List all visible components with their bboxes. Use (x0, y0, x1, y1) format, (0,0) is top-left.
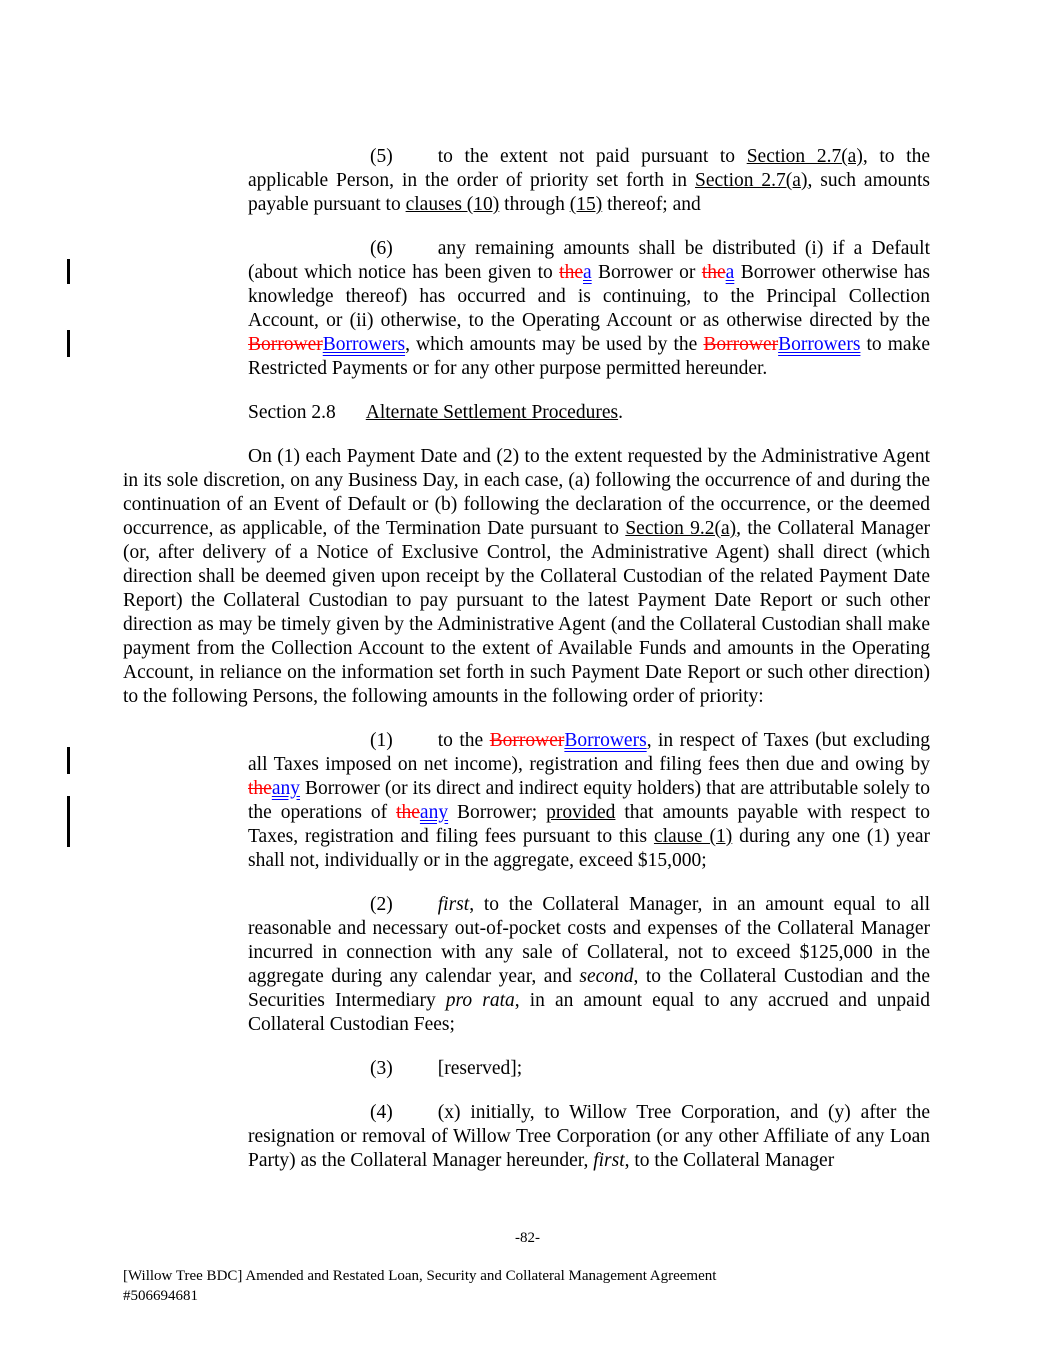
clause-1 (248, 729, 930, 873)
change-bar (67, 796, 70, 847)
inserted-text: a (725, 262, 735, 283)
tab-space (393, 253, 438, 254)
deleted-text: the (396, 802, 420, 823)
text-run: , to the Collateral Custodian and the Securities Intermediary (248, 966, 930, 1011)
deleted-text: Borrower (248, 334, 323, 355)
deleted-text: the (701, 262, 726, 283)
underlined-text: provided (546, 802, 616, 823)
text-run: On (1) each Payment Date and (2) to the extent requested by the Administrative Agent in its sole discretion, on any Business Day, in each case, (a) following the occurrence of and during the continuation of an Event of Default or (b) following the declaration of the occurrence, or the deemed occurrence, as applicable, of the Termination Date pursuant to (123, 446, 930, 539)
text-run: (3) (370, 1058, 393, 1079)
page-number: -82- (515, 1230, 540, 1246)
underlined-text: Section 2.7(a) (746, 146, 863, 167)
text-run: Borrower (or its direct and indirect equity holders) that are attributable solely to the operations of (248, 778, 930, 823)
italic-text: first (593, 1150, 625, 1171)
clause-6 (248, 237, 930, 381)
text-run: (6) (370, 238, 393, 259)
deleted-text: Borrower (489, 730, 565, 751)
inserted-text: Borrowers (778, 334, 861, 355)
text-run: [reserved]; (437, 1058, 523, 1079)
tab-space (393, 1073, 438, 1074)
clause-4 (248, 1101, 930, 1173)
text-run: that amounts payable with respect to Taxes, registration and filing fees pursuant to this (248, 802, 930, 847)
text-run: to the (437, 730, 490, 751)
deleted-text: Borrower (703, 334, 779, 355)
text-run: Borrower or (591, 262, 702, 283)
text-run: , which amounts may be used by the (405, 334, 704, 355)
text-run: , in an amount equal to any accrued and unpaid Collateral Custodian Fees; (248, 990, 930, 1035)
text-run: , in respect of Taxes (but excluding all Taxes imposed on net income), registration and filing fees then due and owing by (248, 730, 930, 775)
tab-space (336, 417, 366, 418)
inserted-text: Borrowers (564, 730, 647, 751)
inserted-text: any (419, 802, 449, 823)
text-run: Section 2.8 (248, 402, 336, 423)
tab-space (393, 1117, 438, 1118)
text-run: . (618, 402, 623, 423)
text-run: , to the applicable Person, in the order of priority set forth in (248, 146, 930, 191)
footer-document-number: #506694681 (123, 1288, 198, 1304)
document-footer (123, 1266, 930, 1306)
deleted-text: the (248, 778, 272, 799)
inserted-text: any (271, 778, 300, 799)
inserted-text: Borrowers (322, 334, 406, 355)
text-run: , such amounts payable pursuant to (248, 170, 931, 215)
text-run: (5) (370, 146, 393, 167)
change-bar (67, 747, 70, 774)
text-run: during any one (1) year shall not, individually or in the aggregate, exceed $15,000; (248, 826, 931, 871)
tab-space (393, 161, 438, 162)
text-run: , to the Collateral Manager (624, 1150, 835, 1171)
text-run: (4) (370, 1102, 393, 1123)
italic-text: pro rata (445, 990, 515, 1011)
deleted-text: the (559, 262, 583, 283)
tab-space (393, 909, 438, 910)
text-run: (1) (370, 730, 393, 751)
underlined-text: Section 9.2(a) (625, 518, 737, 539)
text-run: Borrower otherwise has knowledge thereof) has occurred and is continuing, to the Principal Collection Account, or (ii) otherwise, to the Operating Account or as otherwise directed by the (248, 262, 931, 331)
document-body (123, 145, 930, 1193)
underlined-text: (15) (569, 194, 603, 215)
section-2-8-body (123, 445, 930, 709)
text-run: through (499, 194, 570, 215)
underlined-text: Section 2.7(a) (695, 170, 808, 191)
text-run: any remaining amounts shall be distributed (i) if a Default (about which notice has been given to (248, 238, 930, 283)
text-run: , to the Collateral Manager, in an amount equal to all reasonable and necessary out-of-pocket costs and expenses of the Collateral Manager incurred in connection with any sale of Collateral, not to exceed $125,000 in the aggregate during any calendar year, and (248, 894, 930, 987)
section-2-8-heading (248, 401, 930, 425)
inserted-text: a (583, 262, 592, 283)
change-bar (67, 259, 70, 284)
text-run: , the Collateral Manager (or, after delivery of a Notice of Exclusive Control, the Administrative Agent) shall direct (which direction shall be deemed given upon receipt by the Collateral Custodian of the related Payment Date Report) the Collateral Custodian to pay pursuant to the latest Payment Date Report or such other direction as may be timely given by the Administrative Agent (and the Collateral Custodian shall make payment from the Collection Account to the extent of Available Funds and amounts in the Operating Account, in reliance on the information set forth in such Payment Date Report or such other direction) to the following Persons, the following amounts in the following order of priority: (123, 518, 930, 707)
italic-text: first (437, 894, 470, 915)
footer-agreement-title: [Willow Tree BDC] Amended and Restated Loan, Security and Collateral Management Agreement (123, 1268, 717, 1284)
clause-2 (248, 893, 930, 1037)
change-bar (67, 330, 70, 357)
text-run: (2) (370, 894, 393, 915)
text-run: thereof; and (602, 194, 701, 215)
text-run: (x) initially, to Willow Tree Corporation, and (y) after the resignation or removal of Willow Tree Corporation (or any other Affiliate of any Loan Party) as the Collateral Manager hereunder, (248, 1102, 930, 1171)
clause-5 (248, 145, 930, 217)
underlined-text: Alternate Settlement Procedures (365, 402, 619, 423)
tab-space (393, 745, 438, 746)
text-run: to the extent not paid pursuant to (437, 146, 747, 167)
italic-text: second (579, 966, 634, 987)
underlined-text: clauses (10) (405, 194, 500, 215)
clause-3 (248, 1057, 930, 1081)
text-run: Borrower; (448, 802, 547, 823)
text-run: to make Restricted Payments or for any other purpose permitted hereunder. (248, 334, 930, 379)
underlined-text: clause (1) (653, 826, 733, 847)
